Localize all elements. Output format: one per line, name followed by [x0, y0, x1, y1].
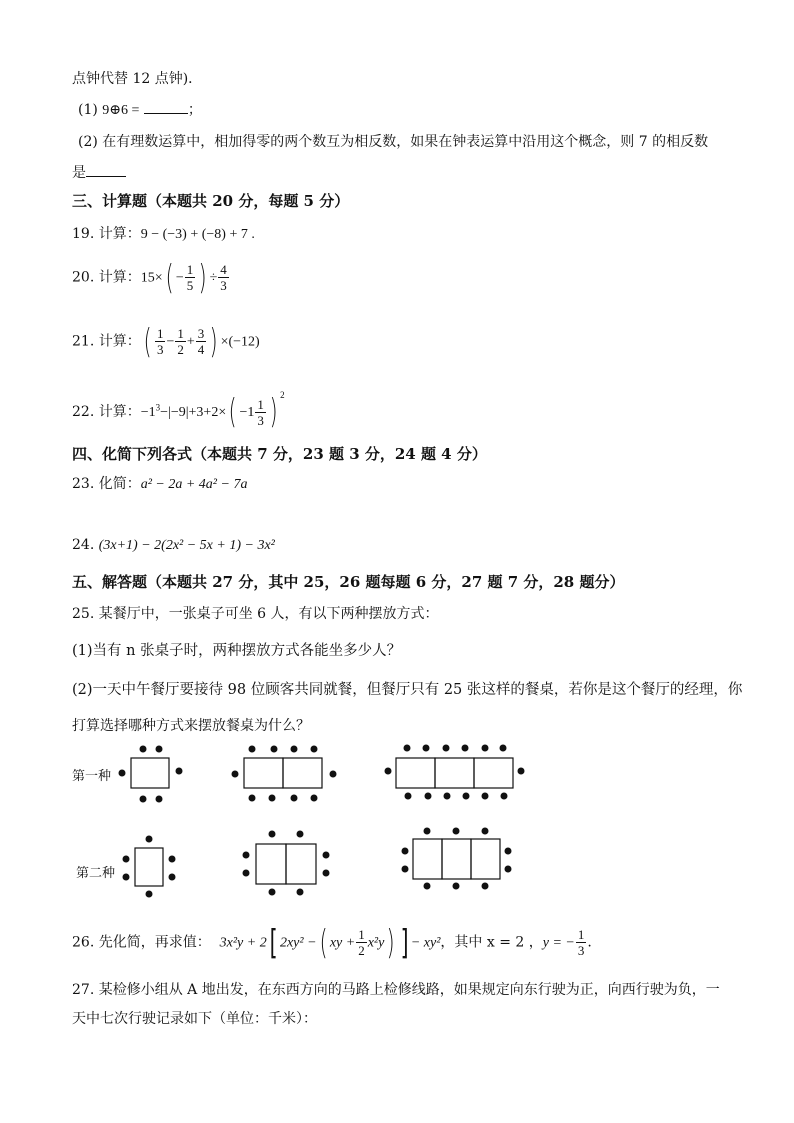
seat-dot [424, 828, 431, 835]
seat-dot [482, 883, 489, 890]
seat-dot [505, 866, 512, 873]
section-5-heading: 五、解答题（本题共 27 分，其中 25，26 题每题 6 分，27 题 7 分，28 题分） [72, 573, 625, 591]
seat-dot [425, 793, 432, 800]
seat-dot [482, 745, 489, 752]
seat-dot [291, 795, 298, 802]
seat-dot [402, 848, 409, 855]
first-table-2b [283, 758, 322, 788]
seat-dot [249, 795, 256, 802]
seat-dot [243, 870, 250, 877]
seat-dot [482, 793, 489, 800]
q26-term-a: 3x²y + 2 [219, 935, 267, 951]
seat-dot [169, 856, 176, 863]
seat-dot [123, 874, 130, 881]
q22-term-c: −1 [239, 405, 255, 420]
seat-dot [323, 852, 330, 859]
seat-dot [169, 874, 176, 881]
question-part2-line1: (2) 在有理数运算中，相加得零的两个数互为相反数，如果在钟表运算中沿用这个概念，则 7 的相反数 [78, 134, 709, 150]
seat-dot [443, 745, 450, 752]
first-table-1 [131, 758, 169, 788]
first-table-3b [435, 758, 474, 788]
question-27-line1: 27. 某检修小组从 A 地出发，在东西方向的马路上检修线路，如果规定向东行驶为正，向西行驶为负，一 [72, 982, 720, 998]
second-table-3a [413, 839, 442, 879]
q24-expression: (3x+1) − 2(2x² − 5x + 1) − 3x² [98, 538, 275, 553]
q22-exponent-a: 3 [155, 402, 161, 413]
seat-dot [311, 746, 318, 753]
seat-dot [297, 831, 304, 838]
q22-number: 22. 计算： [72, 404, 141, 420]
q26-term-c: xy + [329, 935, 356, 951]
seat-dot [249, 746, 256, 753]
q21-fraction-1: $\frac{1}{3}$ [156, 326, 164, 357]
seat-dot [146, 836, 153, 843]
q22-exponent: 2 [280, 390, 285, 400]
q22-term-a: −1 [140, 405, 156, 420]
q26-condition: ，其中 x = 2 ， [440, 934, 543, 951]
seat-dot [232, 771, 239, 778]
seat-dot [444, 793, 451, 800]
seat-dot [330, 771, 337, 778]
seat-dot [291, 746, 298, 753]
seat-dot [402, 866, 409, 873]
question-20: 20. 计算：15×( − $\frac{1}{5}$ ) ÷ $\frac{4}{3}$ [72, 257, 227, 298]
question-25-part1: (1)当有 n 张桌子时，两种摆放方式各能坐多少人？ [72, 643, 402, 659]
seat-dot [140, 746, 147, 753]
seat-dot [156, 746, 163, 753]
question-25-stem: 25. 某餐厅中，一张桌子可坐 6 人，有以下两种摆放方式： [72, 606, 439, 622]
seat-dot [119, 770, 126, 777]
question-25-part2-line1: (2)一天中午餐厅要接待 98 位顾客共同就餐，但餐厅只有 25 张这样的餐桌，若你是这个餐厅的经理，你 [72, 682, 743, 698]
seat-dot [123, 856, 130, 863]
first-table-2a [244, 758, 283, 788]
question-27-line2: 天中七次行驶记录如下（单位：千米）： [72, 1011, 317, 1027]
question-22: 22. 计算：$-1^3-|-9|+3+2\times( -1$ $\frac{1}{3}$ ) $^2$ [72, 390, 285, 432]
seat-dot [385, 768, 392, 775]
seat-dot [405, 793, 412, 800]
q21-number: 21. 计算： [72, 333, 141, 350]
second-table-3c [471, 839, 500, 879]
q26-term-d: x²y [367, 935, 385, 951]
second-table-2a [256, 844, 286, 884]
q20-fraction-2: $\frac{4}{3}$ [220, 262, 227, 293]
seat-dot [269, 831, 276, 838]
q19-number: 19. 计算： [72, 226, 141, 242]
q21-fraction-3: $\frac{3}{4}$ [197, 326, 205, 357]
question-21: 21. 计算：( $\frac{1}{3}$ − $\frac{1}{2}$ + $\frac{3}{4}$ ) ×(−12) [72, 321, 260, 362]
seat-dot [311, 795, 318, 802]
top-line: 点钟代替 12 点钟)． [72, 71, 203, 87]
seat-dot [269, 889, 276, 896]
seat-dot [462, 745, 469, 752]
seat-dot [423, 745, 430, 752]
first-table-3a [396, 758, 435, 788]
seat-dot [453, 883, 460, 890]
seat-dot [146, 891, 153, 898]
seat-dot [297, 889, 304, 896]
part1-expr: 9⊕6 = [102, 103, 140, 118]
section-3-heading: 三、计算题（本题共 20 分，每题 5 分） [72, 192, 350, 210]
q26-end: . [587, 934, 592, 951]
q20-fraction-1: $\frac{1}{5}$ [186, 262, 194, 293]
second-table-2b [286, 844, 316, 884]
seat-dot [453, 828, 460, 835]
q26-y-fraction: $\frac{1}{3}$ [577, 927, 585, 958]
seat-dot [500, 745, 507, 752]
q20-number: 20. 计算： [72, 269, 141, 286]
question-25-part2-line2: 打算选择哪种方式来摆放餐桌为什么？ [72, 718, 310, 734]
q26-number: 26. 先化简，再求值： [72, 934, 211, 951]
seat-dot [505, 848, 512, 855]
seat-dot [518, 768, 525, 775]
q23-number: 23. 化简： [72, 476, 141, 492]
part1-suffix: ； [187, 102, 202, 118]
q26-y-value: y = − [542, 935, 575, 951]
question-26: 26. 先化简，再求值： 3x²y + 2[ 2xy² −( xy + $\frac{1}{2}$ x²y) ] − xy²，其中 x = 2 ，y = − $\frac{1}{3}$ . [72, 922, 592, 963]
seat-dot [482, 828, 489, 835]
q23-expression: a² − 2a + 4a² − 7a [140, 477, 248, 492]
seat-dot [404, 745, 411, 752]
seat-dot [140, 796, 147, 803]
q21-fraction-2: $\frac{1}{2}$ [177, 326, 184, 357]
first-table-3c [474, 758, 513, 788]
seat-dot [323, 870, 330, 877]
q20-term: 15× [140, 270, 163, 286]
q26-term-b: 2xy² − [279, 935, 317, 951]
part1-prefix: (1) [78, 102, 98, 118]
seat-dot [243, 852, 250, 859]
q24-number: 24. [72, 537, 95, 553]
seat-dot [424, 883, 431, 890]
seat-dot [271, 746, 278, 753]
q26-term-e: − xy² [410, 935, 441, 951]
q20-operator: ÷ [209, 270, 218, 286]
section-4-heading: 四、化简下列各式（本题共 7 分，23 题 3 分，24 题 4 分） [72, 445, 487, 463]
seat-dot [463, 793, 470, 800]
label-second-arrangement: 第二种 [76, 866, 116, 881]
q21-tail: ×(−12) [220, 334, 260, 350]
seat-dot [501, 793, 508, 800]
q22-term-b: −|−9|+3+2× [160, 405, 227, 420]
seat-dot [176, 768, 183, 775]
label-first-arrangement: 第一种 [72, 769, 112, 784]
part2-prefix: 是 [72, 165, 86, 181]
second-table-3b [442, 839, 471, 879]
seat-dot [269, 795, 276, 802]
q19-expression: 9 − (−3) + (−8) + 7 . [140, 227, 255, 242]
q22-fraction: $\frac{1}{3}$ [257, 396, 264, 428]
q26-fraction: $\frac{1}{2}$ [358, 927, 365, 958]
second-table-1 [135, 848, 163, 886]
seat-dot [156, 796, 163, 803]
